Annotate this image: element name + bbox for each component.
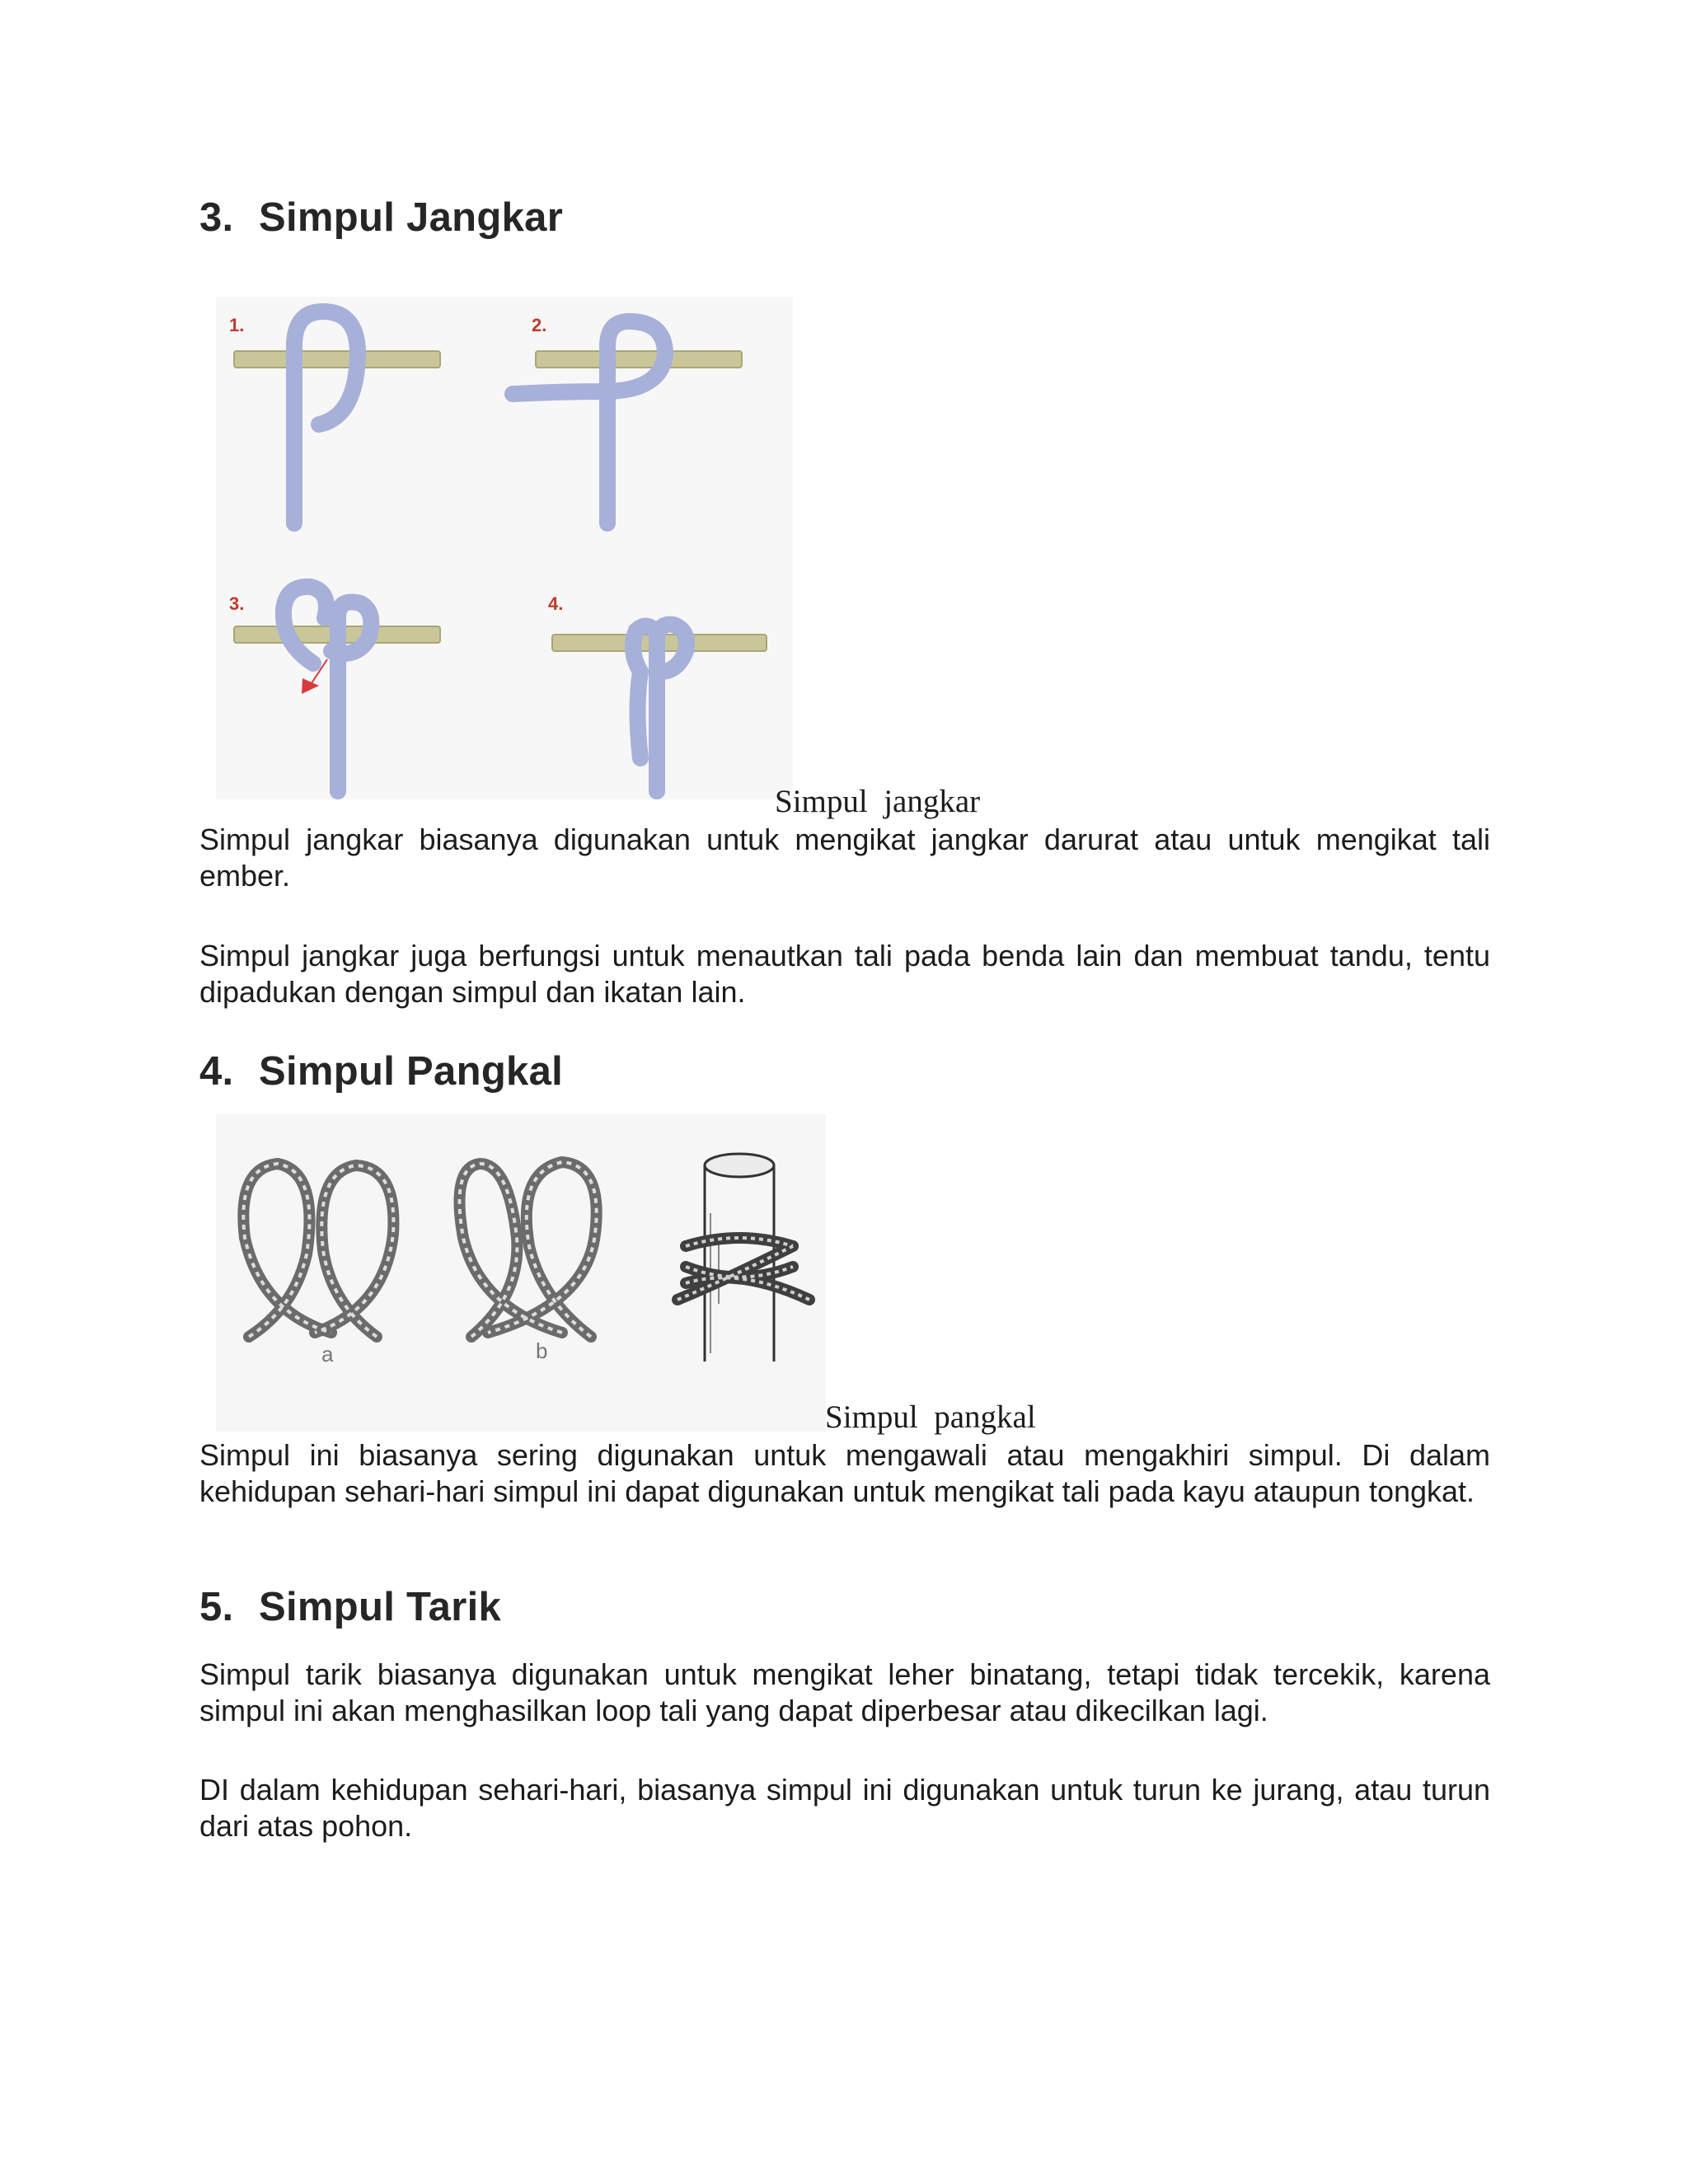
- section-heading-simpul-pangkal: [199, 1048, 563, 1094]
- step-label: 2.: [532, 315, 547, 335]
- section-number: 5.: [199, 1585, 234, 1629]
- step-label: 4.: [548, 593, 564, 614]
- figure-caption: Simpul pangkal: [825, 1399, 1036, 1435]
- step-label: 3.: [229, 593, 245, 614]
- paragraph: Simpul jangkar biasanya digunakan untuk mengikat jangkar darurat atau untuk mengikat tali ember.: [199, 823, 1490, 893]
- section-number: 3.: [199, 195, 234, 240]
- paragraph: Simpul ini biasanya sering digunakan untuk mengawali atau mengakhiri simpul. Di dalam kehidupan sehari-hari simpul ini dapat digunakan untuk mengikat tali pada kayu ataupun tongkat.: [199, 1438, 1490, 1508]
- step-label: 1.: [229, 315, 245, 335]
- section-title: Simpul Pangkal: [259, 1049, 564, 1094]
- simpul-pangkal-figure: [216, 1114, 826, 1432]
- section-title: Simpul Tarik: [259, 1585, 502, 1629]
- section-heading-simpul-tarik: [199, 1584, 501, 1630]
- simpul-pangkal-illustration: [216, 1114, 826, 1432]
- simpul-jangkar-figure: [216, 297, 793, 799]
- section-title: Simpul Jangkar: [259, 195, 564, 240]
- paragraph: Simpul tarik biasanya digunakan untuk mengikat leher binatang, tetapi tidak tercekik, karena simpul ini akan menghasilkan loop tali yang dapat diperbesar atau dikecilkan lagi.: [199, 1657, 1490, 1727]
- step-label: b: [536, 1338, 548, 1363]
- paragraph: Simpul jangkar juga berfungsi untuk menautkan tali pada benda lain dan membuat tandu, tentu dipadukan dengan simpul dan ikatan lain.: [199, 939, 1490, 1009]
- section-number: 4.: [199, 1049, 234, 1094]
- figure-caption: Simpul jangkar: [775, 784, 981, 819]
- paragraph: DI dalam kehidupan sehari-hari, biasanya simpul ini digunakan untuk turun ke jurang, atau turun dari atas pohon.: [199, 1773, 1490, 1843]
- simpul-jangkar-illustration: [216, 297, 793, 799]
- section-heading-simpul-jangkar: [199, 194, 563, 241]
- step-label: a: [321, 1342, 334, 1366]
